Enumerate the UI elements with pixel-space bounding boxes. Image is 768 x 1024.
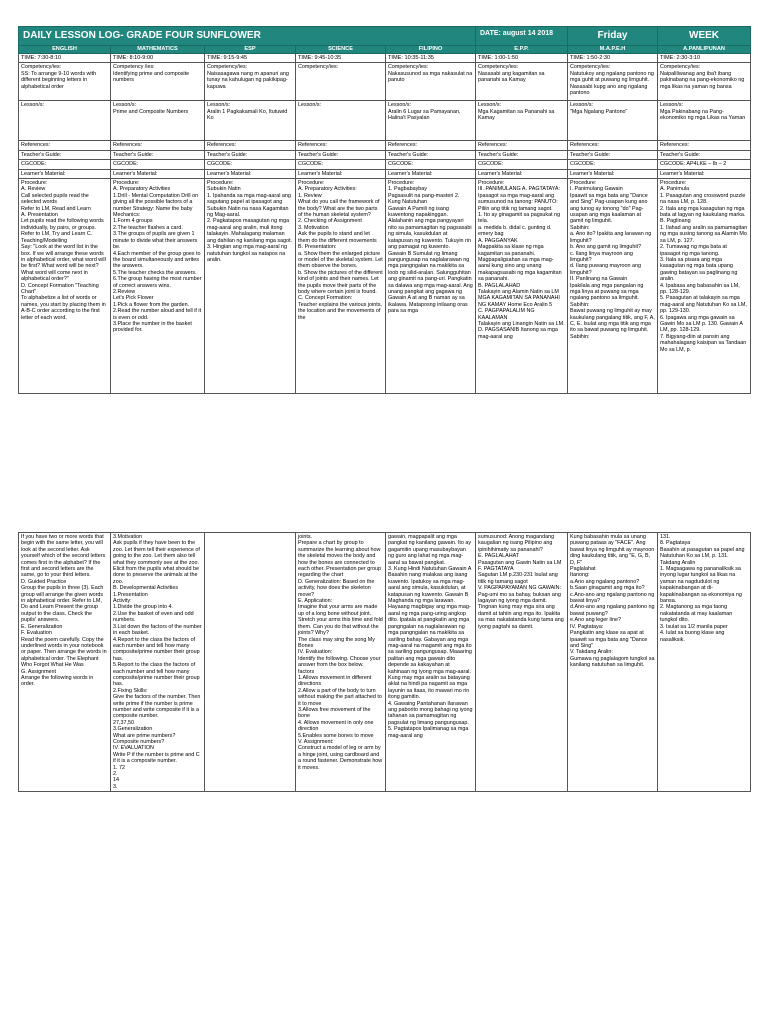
cgcode-cell-1: CGCODE: (19, 160, 111, 169)
competency-cell-2: Competency /ies: Identifying prime and composite numbers (111, 63, 205, 101)
procedure-cell-7: Procedure: I. Panimulang Gawain Ipaawit sa mga bata ang "Dance and Sing" Pag-usapan kung ano ang tunog ay tonong "do" Pag-usapan ang mga kaalaman at gamit ng limguhit. Sabihin: a. Ano ito? Ipakita ang larawan ng limguhit? b. Ano ang gamit ng limguhit? c. Ilang linya mayroon ang limguhit? d. Ilang puwang mayroon ang limguhit? II. Panlinang na Gawain Ipakilala ang mga pangalan ng mga linya at puwang sa mga ngalang pantono sa limguhit. Sabihin: Bawat puwang ng limguhit ay may kaukulang pangalang titik, ang F, A, C, E. Isulat ang mga titik ang mga ito sa bawat puwang ng limguhit. Sabihin: (568, 179, 658, 394)
teachers-guide-cell-3: Teacher's Guide: (205, 150, 296, 159)
teachers-guide-row (19, 150, 751, 159)
procedure-continued-cell-1: If you have two or more words that begin with the same letter, you will look at the second letter. Ask yourself which of the second letters comes first in the alphabet? If the first and second letters are the same, go to your third letters. D. Guided Practice Group the pupils in three (3). Each group will arrange the given words in alphabetical order. Refer to LM, Do and Learn Present the group output to the class. Check the pupils' answers. E. Generalization F. Evaluation Read the poem carefully. Copy the underlined words in your notebook or paper. Then arrange the words in alphabetical order. The Elephant Who Forgot What He Was G. Assignment Arrange the following words in order. (19, 533, 111, 792)
log-title: DAILY LESSON LOG- GRADE FOUR SUNFLOWER (19, 27, 476, 46)
lesson-cell-1: Lesson/s: (19, 101, 111, 141)
competency-cell-4: Competency/ies: (296, 63, 386, 101)
lesson-cell-8: Lesson/s: Mga Pakinabang na Pang-ekonomiko ng mga Likas na Yaman (658, 101, 751, 141)
cgcode-cell-4: CGCODE: (296, 160, 386, 169)
learners-cell-4: Learner's Material: (296, 169, 386, 178)
competency-cell-5: Competency/ies: Nakasusunod sa mga nakasulat na panuto (386, 63, 476, 101)
teachers-guide-cell-4: Teacher's Guide: (296, 150, 386, 159)
procedure-continued-cell-8: 131. 8. Pagtataya Basahin at pasagutan sa papel ang Natutuhan Ko sa LM, p. 131. Takdang Aralin 1. Magsagawa ng pananaliksik sa inyong lugar tungkol sa likas na yaman na nagdudulot ng kapakinabangan at di-kapakinabangan sa ekonomiya ng bansa. 2. Magtanong sa mga taong nakatatanda at may kaalaman tungkol dito. 3. Isulat sa 1/2 manila paper 4. Iulat sa buong klase ang nasaliksik. (658, 533, 751, 792)
procedure-cell-2: Procedure: A. Preparatory Activities 1.Drill - Mental Computation Drill on giving all the possible factors of a number Strategy: Name the baby Mechanics: 1.Form 4 groups 2.The teacher flashes a card. 3.The groups of pupils are given 1 minute to divide what their answers be. 4.Each member of the group goes to the board simultaneously and writes the answers. 5.The teacher checks the answers. 6.The group having the most number of correct answers wins. 2.Review Let's Pick Flower 1.Pick a flower from the garden. 2.Read the number aloud and tell if it is even or odd. 3.Place the number in the basket provided for. (111, 179, 205, 394)
references-row (19, 141, 751, 150)
cgcode-cell-8: CGCODE: AP4LKE – Ib – 2 (658, 160, 751, 169)
subject-cell-5: FILIPINO (386, 46, 476, 54)
competency-cell-6: Competency/ies: Nasasabi ang kagamitan sa pananahi sa Kamay (476, 63, 568, 101)
procedure-row (19, 179, 751, 394)
subject-cell-2: MATHEMATICS (111, 46, 205, 54)
learners-cell-2: Learner's Material: (111, 169, 205, 178)
time-cell-4: TIME: 9:45-10:35 (296, 54, 386, 63)
lesson-cell-3: Lesson/s: Aralin 1 Pagkakamali Ko, Itutuwid Ko (205, 101, 296, 141)
log-week: WEEK (658, 27, 751, 46)
time-cell-2: TIME: 8:10-9:00 (111, 54, 205, 63)
cgcode-cell-2: CGCODE: (111, 160, 205, 169)
competency-cell-8: Competency/ies: Naipaliliwanag ang iba't ibang pakinabang na pang-ekonomiko ng mga likas na yaman ng bansa (658, 63, 751, 101)
log-day: Friday (568, 27, 658, 46)
teachers-guide-cell-1: Teacher's Guide: (19, 150, 111, 159)
subject-cell-4: SCIENCE (296, 46, 386, 54)
teachers-guide-cell-6: Teacher's Guide: (476, 150, 568, 159)
cgcode-cell-3: CGCODE: (205, 160, 296, 169)
subject-cell-6: E.P.P. (476, 46, 568, 54)
time-cell-7: TIME: 1:50-2:30 (568, 54, 658, 63)
subject-cell-8: A.PANLIPUNAN (658, 46, 751, 54)
lesson-row (19, 101, 751, 141)
references-cell-8: References: (658, 141, 751, 150)
procedure-continued-cell-4: joints. Prepare a chart by group to summarize the learning about how the skeletal moves the body and how the bones are connected to each other. Presentation per group regarding the chart D. Generalization: Based on the activity, how does the skeleton move? E. Application: Imagine that your arms are made up of a long bone without joint. Stretch your arms this time and fold them. Can you do that without the joints? Why? The class may sing the song My Bones IV. Evaluation: Identify the following. Choose your answer from the box below. factors 1.Allows movement in different directions 2.Allow a part of the body to turn without making the part attached to it to move 3.Allows free movement of the bone 4. Allows movement in only one direction 5.Enables some bones to move V. Assignment: Construct a model of leg or arm by a hinge joint, using cardboard and a round fastener. Demonstrate how it moves. (296, 533, 386, 792)
lesson-cell-5: Lesson/s: Aralin 6 Lugar sa Pamayanan, Halina't Pasyalan (386, 101, 476, 141)
procedure-continued-cell-7: Kung babasahin mula sa unang puwang pataas ay "FACE". Ang bawat linya ng limguhit ay mayroon ding kaukulang titik, ang "E, G, B, D, F" Paglalahat Itanong: a.Ano ang ngalang pantono? b.Saan ginagamit ang mga ito? c.Ano-ano ang ngalang pantono ng bawat linya? d.Ano-ano ang ngalang pantono ng bawat puwang? e.Ano ang leger line? IV. Pagtataya: Pangkatin ang klase sa apat at ipaawit sa mga bata ang "Dance and Sing" V. Takdang Aralin: Gumawa ng paglalagom tungkol sa kanilang natutuhan sa limguhit. (568, 533, 658, 792)
lesson-log-table-continued (18, 532, 751, 792)
teachers-guide-cell-5: Teacher's Guide: (386, 150, 476, 159)
teachers-guide-cell-7: Teacher's Guide: (568, 150, 658, 159)
subject-cell-7: M.A.P.E.H (568, 46, 658, 54)
competency-cell-3: Competency/ies: Naisasagawa nang m apanuri ang tunay na kahulugan ng pakikipag-kapuwa (205, 63, 296, 101)
lesson-log-table (18, 26, 751, 394)
learners-cell-3: Learner's Material: (205, 169, 296, 178)
lesson-cell-7: Lesson/s: "Mga Ngalang Pantono" (568, 101, 658, 141)
lesson-cell-6: Lesson/s: Mga Kagamitan sa Pananahi sa Kamay (476, 101, 568, 141)
procedure-cell-6: Procedure: III. PANIMULANG A. PAGTATAYA: Ipasagot sa mga mag-aaral ang sumusunod na tanong: PANUTO: Piliin ang titik ng tamang sagot. 1. Ito ay ginagamit sa pagsukat ng tela. a. medida b. didal c. gunting d. emery bag A. PAGGANYAK Magpakita sa klase ng mga kagamitan sa pananahi. Magpapaligsahan sa mga mag-aaral kung sino ang unang makapagsasabi ng mga kagamitan sa pananahi. B. PAGLALAHAD Talakayin ang Alamin Natin sa LM MGA KAGAMITAN SA PANANAHI NG KAMAY Home Eco Aralin 5 C. PAGPAPALALIM NG KAALAMAN Talakayin ang Linangin Natin sa LM. D. PAGSASANIB Itanong sa mga mag-aaral ang (476, 179, 568, 394)
references-cell-4: References: (296, 141, 386, 150)
cgcode-row (19, 160, 751, 169)
procedure-continued-cell-2: 3.Motivation Ask pupils if they have been to the zoo. Let them tell their experience of going to the zoo. Let them also tell what they commonly see at the zoo. Elicit from the pupils what should be done to preserve the animals at the zoo. B. Developmental Activities 1.Presentation Activity: 1.Divide the group into 4. 2.Use the basket of even and odd numbers. 3.List down the factors of the number in each basket. 4.Report to the class the factors of each number and tell how many composite/prime number their group has. 5.Report to the class the factors of each number and tell how many composite/prime number their group has. 2.Fixing Skills: Give the factors of the number. Then write prime if the number is prime number and write composite if it is a composite number. 27,37,50 3.Generalization What are prime numbers? Composite numbers? IV. EVALUATION Write P if the number is prime and C if it is a composite number. 1. 72 2. 14 3. (111, 533, 205, 792)
procedure-cell-4: Procedure: A. Preparatory Activities: 1. Review What do you call the framework of the body? What are the two parts of the human skeletal system? 2. Checking of Assignment 3. Motivation Ask the pupils to stand and let them do the different movements B. Presentation: a. Show them the enlarged picture or model of the skeletal system. Let them observe the bones. b. Show the pictures of the different kind of joints and their names. Let the pupils move their parts of the body where certain joint is found. C. Concept Formation: Teacher explains the various joints, the location and the movements of the (296, 179, 386, 394)
learners-cell-1: Learner's Material: (19, 169, 111, 178)
procedure-continued-cell-3 (205, 533, 296, 792)
time-cell-1: TIME: 7:30-8:10 (19, 54, 111, 63)
lesson-cell-4: Lesson/s: (296, 101, 386, 141)
references-cell-1: References: (19, 141, 111, 150)
procedure-cell-8: Procedure: A. Panimula 1. Pasagutan ang crossword puzzle na nasa LM, p. 128. 2. Itala ang mga kasagutan ng mga bata at lagyan ng kaukulang marka. B. Paglinang 1. Ilahad ang aralin sa pamamagitan ng mga susing tanong sa Alamin Mo sa LM, p. 127. 2. Tumawag ng mga bata at ipasagot ng mga tanong. 3. Itala sa pisara ang mga kasagutan ng mga bata upang gawing batayan sa paglinang ng aralin. 4. Ipabasa ang babasahin sa LM, pp. 128-129. 5. Pasagutan at talakayin sa mga mag-aaral ang Natutuhan Ko sa LM, pp. 129-130. 6. Ipagawa ang mga gawain sa Gawin Mo sa LM p. 130. Gawain A LM, pp. 128-129. 7. Bigyang-diin at pansin ang mahahalagang kaisipan sa Tandaan Mo sa LM, p. (658, 179, 751, 394)
procedure-cell-5: Procedure: 1. Pagbabaybay Pagsasulit na pang-masteri 2. Kung Natutuhan Gawain A Pamili ng isang kuwentong napakinggan. Alalahanin ang mga pangyayari nito sa pamamagitan ng pagsasabi ng simula, kasukdulan at katapusan ng kuwento. Tukuyin rin ang pamagat ng kuwento. Gawain B Sumulat ng limang pangungusap na naglalarawan ng mga pangngalan na makikita sa loob ng silid-aralan. Salungguhitan ang ginamit na pang-uri. Pangkatin sa dalawa ang mga mag-aaral. Ang unang pangkat ang gagawa ng Gawain A at ang B naman ay sa ikalawa. Mataposng inilaang oras para sa mga (386, 179, 476, 394)
learners-row (19, 169, 751, 178)
cgcode-cell-6: CGCODE: (476, 160, 568, 169)
references-cell-3: References: (205, 141, 296, 150)
procedure-cell-1: Procedure: A. Review Call selected pupils read the selected words Refer to LM, Read and Learn A. Presentation Let pupils read the following words individually, by pairs, or groups. Refer to LM, Try and Learn C. Teaching/Modelling Say: "Look at the word list in the box. If we will arrange these words in alphabetical order, what word will be first? What word will be next? What word will come next in alphabetical order?" D. Concept Formation "Teaching Chart" To alphabetize a list of words or names, you start by placing them in A-B-C order according to the first letter of each word. (19, 179, 111, 394)
competency-row (19, 63, 751, 101)
time-cell-3: TIME: 9:15-9:45 (205, 54, 296, 63)
time-cell-8: TIME: 2:30-3:10 (658, 54, 751, 63)
references-cell-7: References: (568, 141, 658, 150)
learners-cell-8: Learner's Material: (658, 169, 751, 178)
procedure-continued-cell-6: sumusunod: Anong magandang kaugalian ng isang Pilipino ang ipinihihimatiy sa pananahi? E. PAGLALAHAT Pasagutan ang Gawin Natin sa LM F. PAGTATAYA Sagutan LM p.230-231 Isulat ang titik ng tamang sagot V. PAGPAPAYAMAN NG GAWAIN: Pag-umi mo sa bahay, buksan ang lagayan ng iyong mga damit. Tingnan kung may mga sira ang damit at tahiin ang mga ito. Ipakita sa mas nakatatanda kung tama ang iyong pagtahi sa damit. (476, 533, 568, 792)
time-cell-6: TIME: 1:00-1:50 (476, 54, 568, 63)
teachers-guide-cell-8: Teacher's Guide: (658, 150, 751, 159)
time-cell-5: TIME: 10:35-11:35 (386, 54, 476, 63)
procedure-continued-row (19, 533, 751, 792)
learners-cell-7: Learner's Material: (568, 169, 658, 178)
learners-cell-5: Learner's Material: (386, 169, 476, 178)
learners-cell-6: Learner's Material: (476, 169, 568, 178)
log-date: DATE: august 14 2018 (476, 27, 568, 46)
header-row (19, 27, 751, 46)
subject-row (19, 46, 751, 54)
cgcode-cell-5: CGCODE: (386, 160, 476, 169)
references-cell-6: References: (476, 141, 568, 150)
subject-cell-3: ESP (205, 46, 296, 54)
competency-cell-1: Competency/ies: SS: To arrange 9-10 words with different beginning letters in alphabetical order (19, 63, 111, 101)
references-cell-2: References: (111, 141, 205, 150)
subject-cell-1: ENGLISH (19, 46, 111, 54)
time-row (19, 54, 751, 63)
teachers-guide-cell-2: Teacher's Guide: (111, 150, 205, 159)
procedure-continued-cell-5: gawain, magpapalit ang mga pangkat ng kanilang gawain. Ito ay gagamitin upang masubaybayan ng guro ang lahat ng mga mag-aaral sa bawat pangkat. 3. Kung Hindi Natutuhan Gawain A Basahin nang malakas ang isang kuwento. Ipatukoy sa mga mag-aaral ang simula, kasukdulan, at katapusan ng kuwento. Gawain B Maghanda ng mga larawan. Hayaang magbigay ang mga mag-aaral ng mga pang-uring angkop dito. Ipatala at pangkatin ang mga pangngalan na naglalarawan ng mga pangngalan na makikita sa sariling bahay. Gabayan ang mga mag-aaral na magamit ang mga ito sa sariling pangungusap. Maaaring palitan ang mga gawain dito depende sa kakayahan at kahinaan ng iyong mga mag-aaral. Kung may mga aralin sa batayang aklat na hindi pa nagamit sa mga layunin sa itaas, ito mawari mo rin itong gamitin. 4. Gawaing Pantahanan Ilarawan ang paborito mong bahagi ng iyong tahanan sa pamamagitan ng pagsulat ng limang pangungusap. 5. Pagtatapos Ipalimanag sa mga mag-aaral ang (386, 533, 476, 792)
lesson-cell-2: Lesson/s: Prime and Composite Numbers (111, 101, 205, 141)
cgcode-cell-7: CGCODE: (568, 160, 658, 169)
procedure-cell-3: Procedure: Subukin Natin 1. Ipahanda sa mga mag-aaral ang sagutang papel at ipasagot ang Subukin Natin na nasa Kagamitan ng Mag-aaral. 2. Pagkatapos masagutan ng mga mag-aaral ang aralin, muli itong talakayin. Mahalagang malaman ang dahilan ng kanilang mga sagot. 3. Hingian ang mga mag-aaral ng natutuhan tungkol sa natapos na aralin. (205, 179, 296, 394)
references-cell-5: References: (386, 141, 476, 150)
competency-cell-7: Competency/ies: Natutukoy ang ngalang pantono ng mga guhit at puwang ng limguhit. Nasasabi kupg ano ang ngalang pantono (568, 63, 658, 101)
